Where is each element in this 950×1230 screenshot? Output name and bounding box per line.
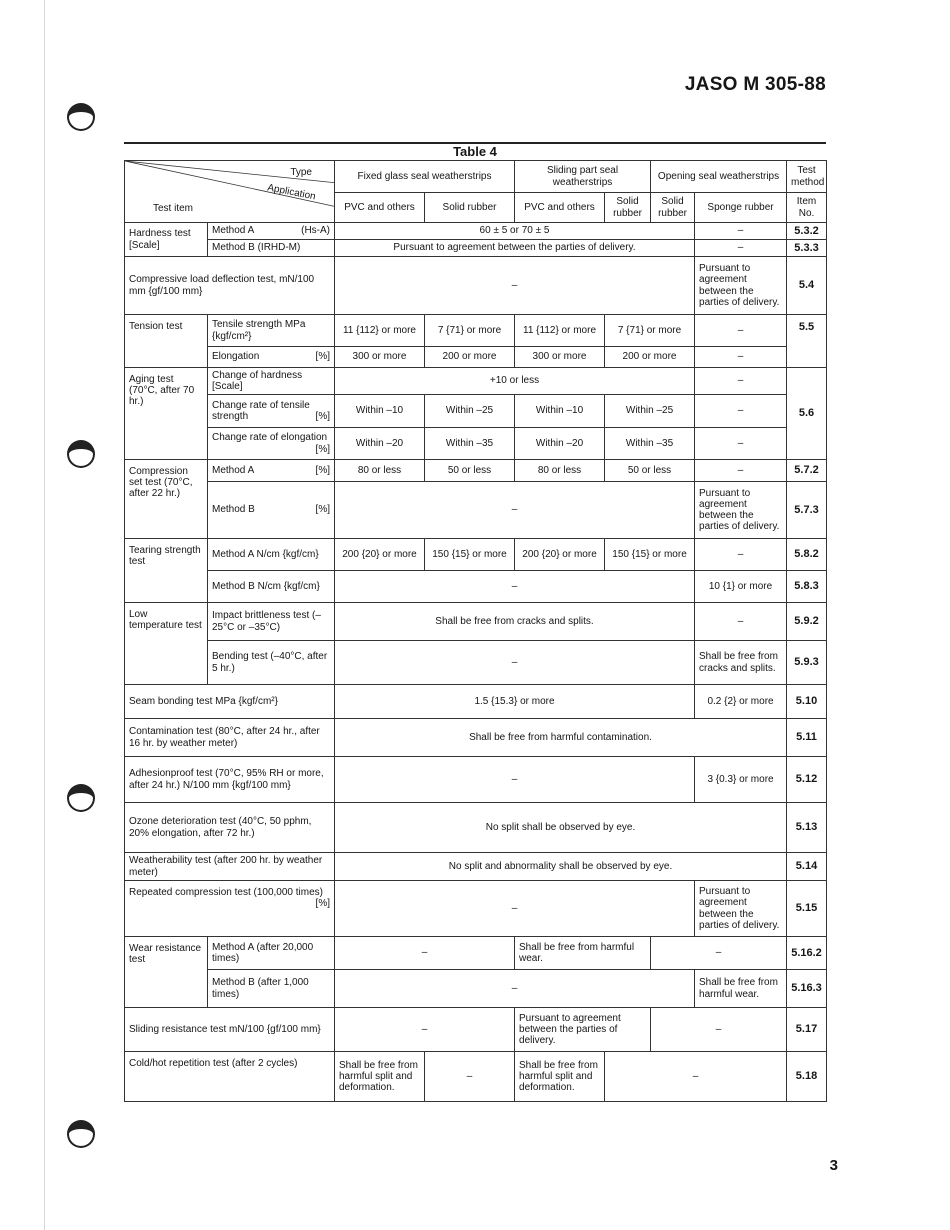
value-cell: Within –10 (335, 395, 425, 428)
seam-label: Seam bonding test MPa {kgf/cm²} (125, 685, 335, 719)
material-header: Solid rubber (651, 193, 695, 223)
header-application: Application (266, 182, 317, 203)
value-cell: 200 or more (605, 347, 695, 368)
value-cell: 300 or more (515, 347, 605, 368)
value-cell: Within –25 (425, 395, 515, 428)
value-cell: 200 or more (425, 347, 515, 368)
bending-label: Bending test (–40°C, after 5 hr.) (208, 641, 335, 685)
hardness-label: Hardness test [Scale] (125, 223, 208, 257)
item-number: 5.6 (787, 368, 827, 460)
material-header: Solid rubber (605, 193, 651, 223)
table-row (125, 1052, 827, 1102)
sponge-value: Shall be free from harmful wear. (695, 970, 787, 1008)
sponge-value: – (695, 368, 787, 395)
sponge-value: – (695, 603, 787, 641)
header-test-method: Test method (787, 161, 827, 193)
value-cell: – (651, 937, 787, 970)
impact-label: Impact brittleness test (–25°C or –35°C) (208, 603, 335, 641)
table-row (125, 315, 827, 347)
table-row (125, 641, 827, 685)
aging-label: Aging test (70°C, after 70 hr.) (125, 368, 208, 460)
document-id: JASO M 305-88 (684, 74, 826, 95)
sponge-value: 10 {1} or more (695, 571, 787, 603)
value-cell: – (335, 881, 695, 937)
item-number: 5.7.3 (787, 482, 827, 539)
item-number: 5.3.3 (787, 240, 827, 257)
method-label: Method A [%] (208, 460, 335, 482)
table-row (125, 937, 827, 970)
sponge-value: – (695, 240, 787, 257)
item-number: 5.4 (787, 257, 827, 315)
item-number: 5.5 (787, 315, 827, 368)
table-row (125, 395, 827, 428)
table-row (125, 347, 827, 368)
table-title: Table 4 (453, 144, 497, 159)
table-row (125, 482, 827, 539)
value-cell: 1.5 {15.3} or more (335, 685, 695, 719)
item-number: 5.18 (787, 1052, 827, 1102)
method-label: Method B N/cm {kgf/cm} (208, 571, 335, 603)
header-fixed-glass: Fixed glass seal weatherstrips (335, 161, 515, 193)
table-row (125, 881, 827, 937)
value-cell: 200 {20} or more (335, 539, 425, 571)
sponge-value: – (695, 539, 787, 571)
value-cell: Within –35 (605, 428, 695, 460)
weather-label: Weatherability test (after 200 hr. by weather meter) (125, 853, 335, 881)
value-cell: Within –35 (425, 428, 515, 460)
item-number: 5.12 (787, 757, 827, 803)
contamination-label: Contamination test (80°C, after 24 hr., after 16 hr. by weather meter) (125, 719, 335, 757)
table-row (125, 1008, 827, 1052)
material-header: Solid rubber (425, 193, 515, 223)
value-cell: Shall be free from harmful split and deformation. (335, 1052, 425, 1102)
item-number: 5.16.3 (787, 970, 827, 1008)
value-cell: Within –20 (515, 428, 605, 460)
value-cell: – (335, 970, 695, 1008)
method-label: Method B [%] (208, 482, 335, 539)
elongation-change-label: Change rate of elongation [%] (208, 428, 335, 460)
sponge-value: – (695, 460, 787, 482)
item-number: 5.17 (787, 1008, 827, 1052)
value-cell: Shall be free from cracks and splits. (335, 603, 695, 641)
item-number: 5.16.2 (787, 937, 827, 970)
tensile-strength-label: Tensile strength MPa {kgf/cm²} (208, 315, 335, 347)
low-temp-label: Low temperature test (125, 603, 208, 685)
table-row (125, 685, 827, 719)
table-row (125, 223, 827, 240)
value-cell: 7 {71} or more (425, 315, 515, 347)
method-label: Method A N/cm {kgf/cm} (208, 539, 335, 571)
value-cell: 11 {112} or more (515, 315, 605, 347)
value-cell: – (651, 1008, 787, 1052)
ozone-label: Ozone deterioration test (40°C, 50 pphm, 20% elongation, after 72 hr.) (125, 803, 335, 853)
sponge-value: – (695, 315, 787, 347)
table-row (125, 757, 827, 803)
header-type: Type (290, 167, 312, 178)
value-cell: 7 {71} or more (605, 315, 695, 347)
margin-line (44, 0, 45, 1230)
method-label: Method B (after 1,000 times) (208, 970, 335, 1008)
table-row (125, 368, 827, 395)
compression-set-label: Compression set test (70°C, after 22 hr.) (125, 460, 208, 539)
item-number: 5.7.2 (787, 460, 827, 482)
sponge-value: Pursuant to agreement between the parties of delivery. (695, 881, 787, 937)
header-sliding-part: Sliding part seal weatherstrips (515, 161, 651, 193)
table-row (125, 803, 827, 853)
value-cell: 150 {15} or more (425, 539, 515, 571)
punch-hole-icon (67, 784, 95, 812)
header-item-no: Item No. (787, 193, 827, 223)
compressive-label: Compressive load deflection test, mN/100 mm {gf/100 mm} (125, 257, 335, 315)
table-row (125, 240, 827, 257)
value-cell: 50 or less (425, 460, 515, 482)
table-row (125, 603, 827, 641)
value-cell: – (425, 1052, 515, 1102)
punch-hole-icon (67, 1120, 95, 1148)
item-number: 5.13 (787, 803, 827, 853)
method-label: Method A (after 20,000 times) (208, 937, 335, 970)
table-row (125, 539, 827, 571)
compressive-value: – (335, 257, 695, 315)
value-cell: 80 or less (335, 460, 425, 482)
tensile-change-label: Change rate of tensile strength [%] (208, 395, 335, 428)
method-label: Method A (Hs-A) (208, 223, 335, 240)
item-number: 5.15 (787, 881, 827, 937)
item-number: 5.10 (787, 685, 827, 719)
value-cell: Shall be free from harmful wear. (515, 937, 651, 970)
page-number: 3 (829, 1157, 838, 1174)
tension-label: Tension test (125, 315, 208, 368)
value-cell: No split shall be observed by eye. (335, 803, 787, 853)
table-row (125, 970, 827, 1008)
sponge-value: – (695, 223, 787, 240)
tearing-label: Tearing strength test (125, 539, 208, 603)
hardness-change-label: Change of hardness [Scale] (208, 368, 335, 395)
table-row (125, 257, 827, 315)
value-cell: +10 or less (335, 368, 695, 395)
header-test-item: Test item (153, 202, 194, 214)
value-cell: 150 {15} or more (605, 539, 695, 571)
value-cell: – (335, 937, 515, 970)
hardness-a-value: 60 ± 5 or 70 ± 5 (335, 223, 695, 240)
item-number: 5.9.2 (787, 603, 827, 641)
sliding-label: Sliding resistance test mN/100 {gf/100 mm} (125, 1008, 335, 1052)
adhesion-label: Adhesionproof test (70°C, 95% RH or more, after 24 hr.) N/100 mm {kgf/100 mm} (125, 757, 335, 803)
value-cell: – (335, 757, 695, 803)
item-number: 5.3.2 (787, 223, 827, 240)
item-number: 5.8.2 (787, 539, 827, 571)
value-cell: 300 or more (335, 347, 425, 368)
table-header-row (125, 161, 827, 193)
value-cell: – (605, 1052, 787, 1102)
elongation-label: Elongation [%] (208, 347, 335, 368)
sponge-value: 0.2 {2} or more (695, 685, 787, 719)
item-number: 5.11 (787, 719, 827, 757)
value-cell: Within –20 (335, 428, 425, 460)
value-cell: – (335, 1008, 515, 1052)
sponge-value: – (695, 428, 787, 460)
value-cell: 200 {20} or more (515, 539, 605, 571)
material-header: PVC and others (515, 193, 605, 223)
header-opening-seal: Opening seal weatherstrips (651, 161, 787, 193)
cold-hot-label: Cold/hot repetition test (after 2 cycles) (125, 1052, 335, 1102)
sponge-value: Pursuant to agreement between the parties of delivery. (695, 482, 787, 539)
value-cell: 11 {112} or more (335, 315, 425, 347)
table-row (125, 571, 827, 603)
punch-hole-icon (67, 440, 95, 468)
item-number: 5.8.3 (787, 571, 827, 603)
item-number: 5.14 (787, 853, 827, 881)
value-cell: 80 or less (515, 460, 605, 482)
table-row (125, 460, 827, 482)
value-cell: – (335, 482, 695, 539)
value-cell: Shall be free from harmful split and deformation. (515, 1052, 605, 1102)
value-cell: Shall be free from harmful contamination. (335, 719, 787, 757)
value-cell: 50 or less (605, 460, 695, 482)
spec-table (124, 160, 827, 1102)
value-cell: – (335, 571, 695, 603)
sponge-value: 3 {0.3} or more (695, 757, 787, 803)
material-header: PVC and others (335, 193, 425, 223)
item-number: 5.9.3 (787, 641, 827, 685)
diagonal-header-cell (125, 161, 335, 223)
table-row (125, 428, 827, 460)
value-cell: Pursuant to agreement between the parties of delivery. (515, 1008, 651, 1052)
value-cell: Within –10 (515, 395, 605, 428)
repeated-label: Repeated compression test (100,000 times) [%] (125, 881, 335, 937)
sponge-value: – (695, 347, 787, 368)
hardness-b-value: Pursuant to agreement between the parties of delivery. (335, 240, 695, 257)
table-row (125, 719, 827, 757)
sponge-value: – (695, 395, 787, 428)
table-row (125, 853, 827, 881)
method-label: Method B (IRHD-M) (208, 240, 335, 257)
value-cell: No split and abnormality shall be observed by eye. (335, 853, 787, 881)
material-header: Sponge rubber (695, 193, 787, 223)
punch-hole-icon (67, 103, 95, 131)
wear-label: Wear resistance test (125, 937, 208, 1008)
value-cell: – (335, 641, 695, 685)
sponge-value: Shall be free from cracks and splits. (695, 641, 787, 685)
value-cell: Within –25 (605, 395, 695, 428)
sponge-value: Pursuant to agreement between the parties of delivery. (695, 257, 787, 315)
